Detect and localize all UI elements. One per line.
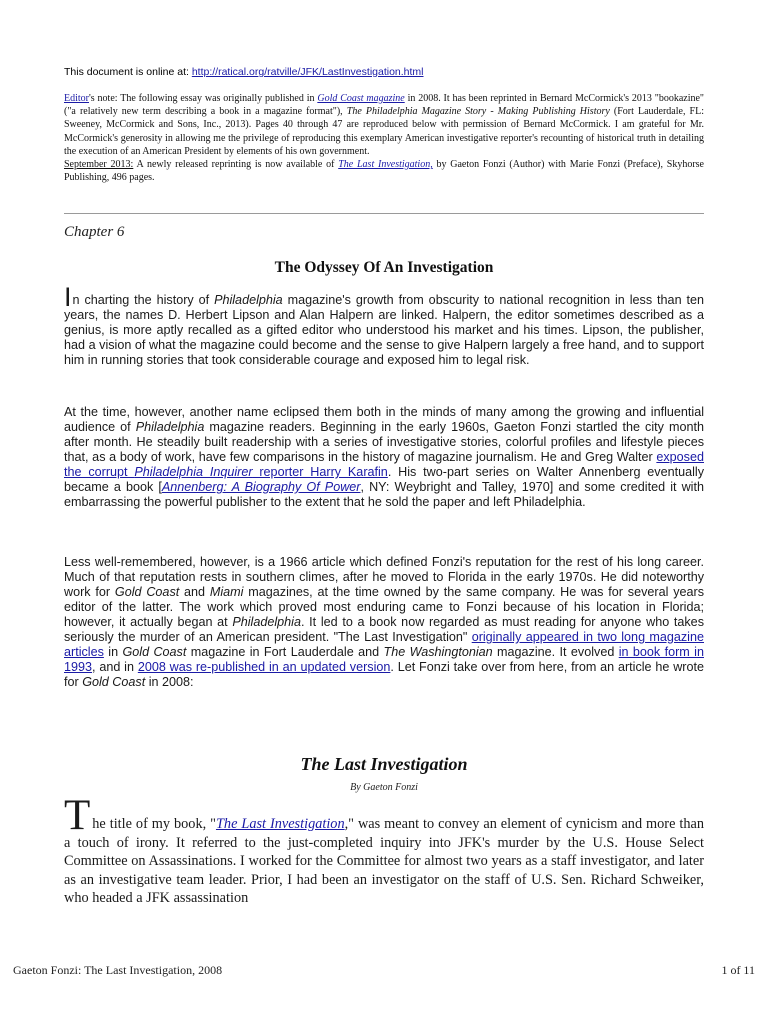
- online-label: This document is online at:: [64, 66, 192, 78]
- online-url-link[interactable]: http://ratical.org/ratville/JFK/LastInvestigation.html: [191, 66, 424, 78]
- paragraph-text: n charting the history of: [72, 293, 215, 307]
- note-text: A newly released reprinting is now available of: [133, 159, 339, 171]
- paragraph-text: At the time, however, another name eclipsed them both in the minds of many among the growing and influential audience of: [64, 405, 704, 434]
- intro-paragraph-1: [64, 282, 705, 368]
- paragraph-text: ," was meant to convey an element of cynicism and more than a touch of irony. It referred to the just-completed inquiry into JFK's murder by the U.S. House Select Committee on Assassinations. I worked for the Committee for almost two years as a staff investigator, and later as an investigative team leader. Prior, I had been an investigator on the staff of U.S. Sen. Richard Schweiker, who headed a JFK assassination: [64, 816, 704, 906]
- chapter-title: The Odyssey Of An Investigation: [274, 259, 494, 276]
- paragraph-text: magazine readers. Beginning in the early 1960s, Gaeton Fonzi startled the city month after month. He steadily built readership with a series of investigative stories, colorful profiles and lifestyle pieces that, as a body of work, have few comparisons in the history of magazine journalism. He and Greg Walter: [64, 420, 704, 464]
- article-body-paragraph: [64, 792, 704, 908]
- chapter-label: Chapter 6: [64, 224, 125, 240]
- editor-link[interactable]: Editor: [64, 93, 89, 104]
- link-text: Philadelphia Inquirer: [134, 465, 253, 479]
- paragraph-text: magazine's growth from obscurity to national recognition in less than ten years, the names D. Herbert Lipson and Alan Halpern are linked. Halpern, the editor sometimes described as a genius, is more aptly recalled as a gifted editor who understood his market and his times. Lipson, the publisher, had a vision of what the magazine could become and the sense to give Halpern largely a free hand, and to support him in running stories that took considerable courage and exposed him to legal risk.: [64, 293, 705, 367]
- drop-cap: I: [64, 282, 72, 312]
- magazine-name: Philadelphia: [232, 615, 301, 629]
- page-number: 1 of 11: [721, 963, 755, 977]
- paragraph-text: in: [103, 645, 123, 659]
- book-title: The Philadelphia Magazine Story - Making Publishing History: [346, 106, 610, 118]
- magazine-name: The Washingtonian: [383, 645, 493, 659]
- intro-paragraph-2: [64, 405, 704, 510]
- gold-coast-magazine-link[interactable]: Gold Coast magazine: [317, 93, 405, 104]
- paragraph-text: . His two-part series on Walter Annenberg eventually became a book [: [64, 465, 704, 494]
- note-text: (Fort Lauderdale, FL: Sweeney, McCormick and Sons, Inc., 2013). Pages 40 through 47 are reproduced below with permission of Bernard McCormick. I am grateful for Mr. McCormick's generosity in allowing me the privilege of reproducing this exemplary American investigative reporter's recounting of historical truth in detailing the execution of an American President by elements of his own government.: [64, 106, 704, 157]
- paragraph-text: and: [179, 585, 210, 599]
- article-title: The Last Investigation: [300, 754, 468, 774]
- september-2013-label: September 2013:: [64, 159, 134, 171]
- paragraph-text: , and in: [92, 660, 138, 674]
- online-location-line: [64, 66, 704, 78]
- last-investigation-book-link[interactable]: The Last Investigation,: [338, 159, 433, 171]
- horizontal-divider: [64, 213, 704, 214]
- magazine-name: Miami: [209, 585, 244, 599]
- paragraph-text: . It led to a book now regarded as must reading for anyone who takes seriously the murder of an American president. "The Last Investigation": [64, 615, 704, 644]
- editors-note-paragraph: [64, 92, 704, 158]
- annenberg-book-link[interactable]: Annenberg: A Biography Of Power: [161, 480, 361, 494]
- editors-note: [64, 92, 704, 184]
- paragraph-text: in 2008:: [145, 675, 194, 689]
- article-byline: By Gaeton Fonzi: [350, 782, 418, 793]
- book-form-1993-link[interactable]: in book form in 1993: [64, 645, 704, 674]
- footer-document-title: Gaeton Fonzi: The Last Investigation, 2008: [13, 963, 223, 977]
- paragraph-text: magazine. It evolved: [492, 645, 619, 659]
- paragraph-text: he title of my book, ": [92, 816, 216, 832]
- paragraph-text: magazine in Fort Lauderdale and: [186, 645, 384, 659]
- magazine-name: Gold Coast: [82, 675, 146, 689]
- paragraph-text: . Let Fonzi take over from here, from an article he wrote for: [64, 660, 705, 689]
- link-text: reporter Harry Karafin: [252, 465, 388, 479]
- magazine-name: Philadelphia: [135, 420, 205, 434]
- paragraph-text: magazines, at the time owned by the same company. He was for several years editor of the latter. The work which proved most enduring came to Fonzi because of his location in Florida; however, it actually began at: [64, 585, 704, 629]
- paragraph-text: , NY: Weybright and Talley, 1970] and some credited it with embarrassing the powerful publisher to the extent that he sold the paper and left Philadelphia.: [64, 480, 704, 509]
- magazine-name: Gold Coast: [122, 645, 187, 659]
- magazine-name: Philadelphia: [214, 293, 283, 307]
- note-text: in 2008. It has been reprinted in Bernard McCormick's 2013 "bookazine" ("a relatively new term describing a book in a magazine format"),: [64, 93, 705, 118]
- paragraph-text: Less well-remembered, however, is a 1966 article which defined Fonzi's reputation for the rest of his long career. Much of that reputation rests in southern climes, after he moved to Florida in the early 1970s. He did noteworthy work for: [64, 555, 704, 599]
- drop-cap: T: [64, 792, 91, 839]
- last-investigation-title-link[interactable]: The Last Investigation: [215, 816, 345, 832]
- note-text: by Gaeton Fonzi (Author) with Marie Fonzi (Preface), Skyhorse Publishing, 496 pages.: [64, 159, 704, 184]
- updated-version-2008-link[interactable]: 2008 was re-published in an updated version: [137, 660, 391, 674]
- magazine-name: Gold Coast: [114, 585, 180, 599]
- magazine-articles-link[interactable]: originally appeared in two long magazine articles: [64, 630, 704, 659]
- link-text: exposed the corrupt: [64, 450, 704, 479]
- reprint-note-paragraph: [64, 158, 704, 184]
- note-text: 's note: The following essay was originally published in: [89, 93, 318, 104]
- intro-paragraph-3: [64, 555, 704, 690]
